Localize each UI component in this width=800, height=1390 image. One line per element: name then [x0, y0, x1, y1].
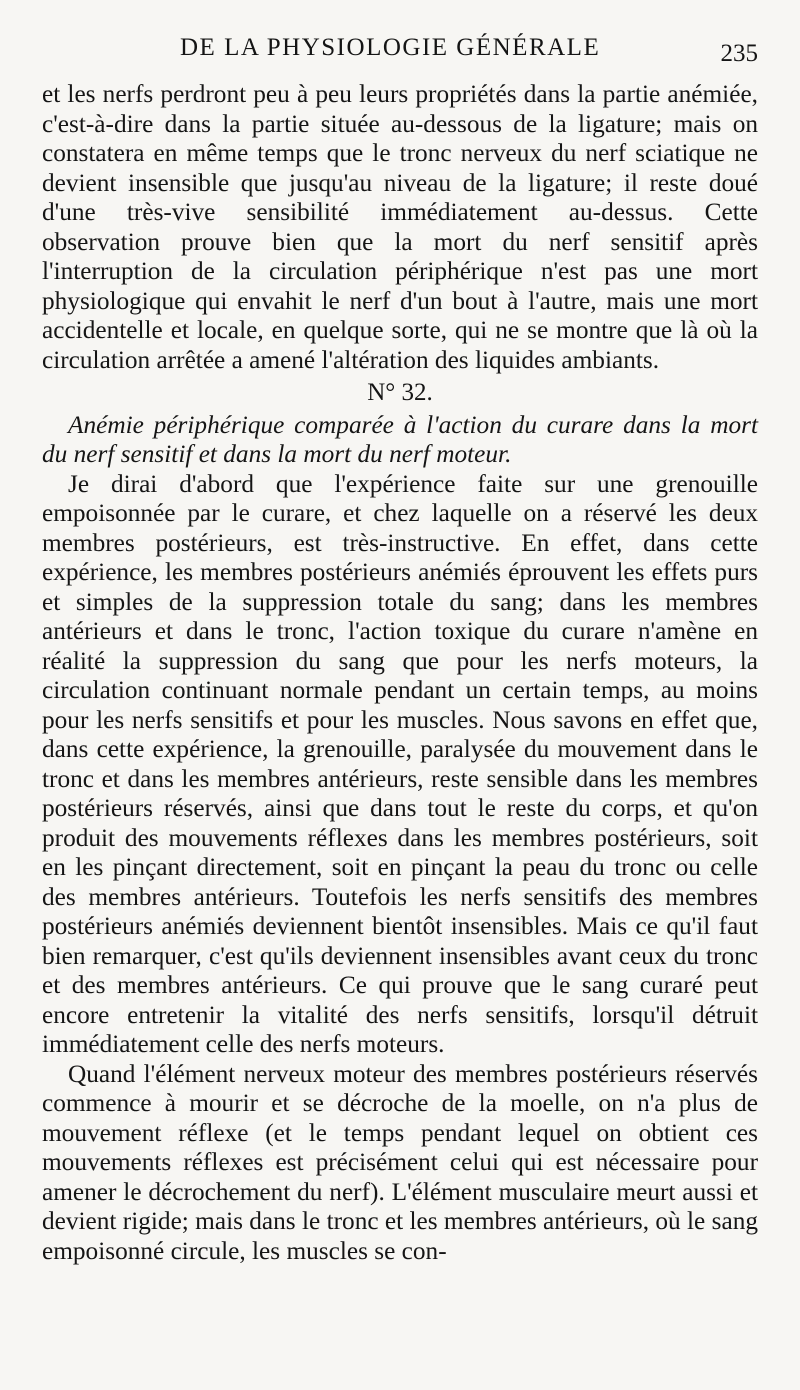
section-title: Anémie périphérique comparée à l'action du curare dans la mort du nerf sensitif et dans la mort du nerf moteur.	[42, 410, 758, 468]
section-paragraph: Quand l'élément nerveux moteur des membres postérieurs réservés commence à mourir et se décroche de la moelle, on n'a plus de mouvement réflexe (et le temps pendant lequel on obtient ces mouvements réflexes est précisément celui qui est nécessaire pour amener le décrochement du nerf). L'élément musculaire meurt aussi et devient rigide; mais dans le tronc et les membres antérieurs, où le sang empoisonné circule, les muscles se con-	[42, 1059, 758, 1265]
running-title: DE LA PHYSIOLOGIE GÉNÉRALE	[180, 34, 601, 61]
section-paragraph: Je dirai d'abord que l'expérience faite sur une grenouille empoisonnée par le curare, et chez laquelle on a réservé les deux membres postérieurs, est très-instructive. En effet, dans cette expérience, les membres postérieurs anémiés éprouvent les effets purs et simples de la suppression totale du sang; dans les membres antérieurs et dans le tronc, l'action toxique du curare n'amène en réalité la suppression du sang que pour les nerfs moteurs, la circulation continuant normale pendant un certain temps, au moins pour les nerfs sensitifs et pour les muscles. Nous savons en effet que, dans cette expérience, la grenouille, paralysée du mouvement dans le tronc et dans les membres antérieurs, reste sensible dans les membres postérieurs réservés, ainsi que dans tout le reste du corps, et qu'on produit des mouvements réflexes dans les membres postérieurs, soit en les pinçant directement, soit en pinçant la peau du tronc ou celle des membres antérieurs. Toutefois les nerfs sensitifs des membres postérieurs anémiés deviennent bientôt insensibles. Mais ce qu'il faut bien remarquer, c'est qu'ils deviennent insensibles avant ceux du tronc et des membres antérieurs. Ce qui prouve que le sang curaré peut encore entretenir la vitalité des nerfs sensitifs, lorsqu'il détruit immédiatement celle des nerfs moteurs.	[42, 469, 758, 1058]
continued-paragraph: et les nerfs perdront peu à peu leurs propriétés dans la partie anémiée, c'est-à-dire dans la partie située au-dessous de la ligature; mais on constatera en même temps que le tronc nerveux du nerf sciatique ne devient insensible que jusqu'au niveau de la ligature; il reste doué d'une très-vive sensibilité immédiatement au-dessus. Cette observation prouve bien que la mort du nerf sensitif après l'interruption de la circulation périphérique n'est pas une mort physiologique qui envahit le nerf d'un bout à l'autre, mais une mort accidentelle et locale, en quelque sorte, qui ne se montre que là où la circulation arrêtée a amené l'altération des liquides ambiants.	[42, 80, 758, 374]
section-number: N° 32.	[367, 379, 433, 406]
page-body	[42, 80, 758, 1266]
page-number: 235	[720, 40, 758, 67]
page-header	[0, 34, 800, 74]
